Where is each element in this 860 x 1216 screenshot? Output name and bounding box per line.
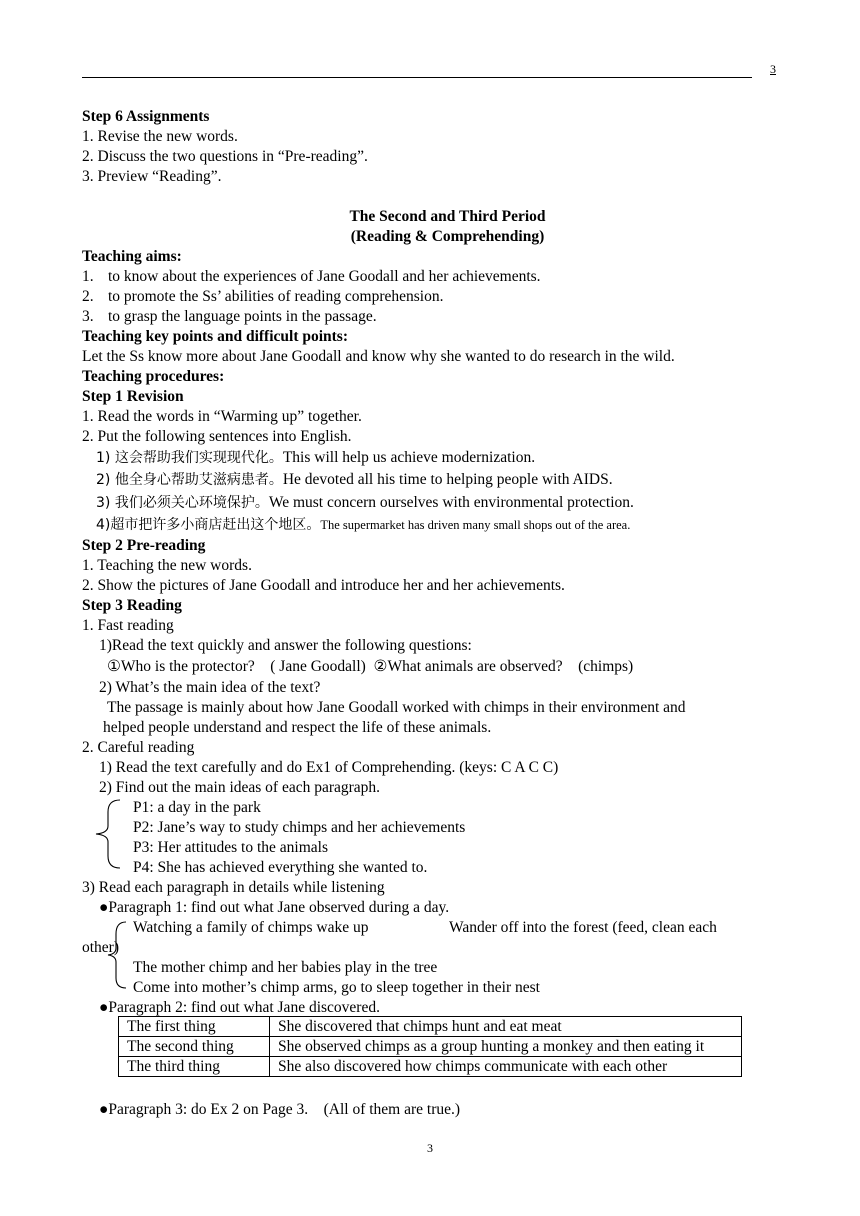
chimp-activity: Wander off into the forest (feed, clean each xyxy=(449,919,717,936)
chinese-sentence: 4)超市把许多小商店赶出这个地区。 xyxy=(96,517,321,533)
fast-reading-questions: ①Who is the protector? ( Jane Goodall) ②What animals are observed? (chimps) xyxy=(107,658,634,675)
aims-title: Teaching aims: xyxy=(82,248,182,265)
procedures-title: Teaching procedures: xyxy=(82,368,225,385)
table-cell: She discovered that chimps hunt and eat meat xyxy=(270,1017,742,1037)
chimp-activity: The mother chimp and her babies play in the tree xyxy=(133,959,438,976)
table-cell: The second thing xyxy=(119,1037,270,1057)
english-sentence: This will help us achieve modernization. xyxy=(282,449,536,466)
discoveries-table xyxy=(118,1016,742,1077)
main-idea-line: helped people understand and respect the life of these animals. xyxy=(103,719,492,736)
aim-number: 3. xyxy=(82,308,94,325)
step6-item: 3. Preview “Reading”. xyxy=(82,168,222,185)
table-row xyxy=(119,1057,742,1077)
aim-item xyxy=(82,267,541,287)
key-points-title: Teaching key points and difficult points: xyxy=(82,328,349,345)
translation-sentence xyxy=(96,470,613,490)
translation-sentence xyxy=(96,448,535,468)
paragraph-idea: P3: Her attitudes to the animals xyxy=(133,839,329,856)
careful-reading: 2. Careful reading xyxy=(82,739,195,756)
paragraph1-task: ●Paragraph 1: find out what Jane observed during a day. xyxy=(99,899,450,916)
aim-text: to grasp the language points in the passage. xyxy=(108,308,377,325)
aim-text: to promote the Ss’ abilities of reading comprehension. xyxy=(108,288,444,305)
table-row xyxy=(119,1017,742,1037)
english-sentence: The supermarket has driven many small shops out of the area. xyxy=(320,518,631,532)
chimp-activity: Come into mother’s chimp arms, go to sleep together in their nest xyxy=(133,979,540,996)
aim-number: 2. xyxy=(82,288,94,305)
fast-reading-task: 2) What’s the main idea of the text? xyxy=(99,679,321,696)
step2-item: 2. Show the pictures of Jane Goodall and introduce her and her achievements. xyxy=(82,577,565,594)
english-sentence: He devoted all his time to helping people with AIDS. xyxy=(282,471,613,488)
step3-title: Step 3 Reading xyxy=(82,597,182,614)
step1-item: 1. Read the words in “Warming up” together. xyxy=(82,408,362,425)
header-page-number: 3 xyxy=(770,62,776,76)
fast-reading: 1. Fast reading xyxy=(82,617,174,634)
translation-sentence xyxy=(96,515,630,535)
header-rule xyxy=(82,77,752,78)
table-cell: She observed chimps as a group hunting a monkey and then eating it xyxy=(270,1037,742,1057)
aim-item xyxy=(82,287,444,307)
table-cell: The first thing xyxy=(119,1017,270,1037)
careful-reading-task: 1) Read the text carefully and do Ex1 of Comprehending. (keys: C A C C) xyxy=(99,759,559,776)
paragraph-idea: P4: She has achieved everything she wanted to. xyxy=(133,859,428,876)
chinese-sentence: 1) 这会帮助我们实现现代化。 xyxy=(96,450,283,466)
step1-title: Step 1 Revision xyxy=(82,388,184,405)
step6-item: 2. Discuss the two questions in “Pre-reading”. xyxy=(82,148,368,165)
aim-item xyxy=(82,307,377,327)
table-cell: The third thing xyxy=(119,1057,270,1077)
table-cell: She also discovered how chimps communicate with each other xyxy=(270,1057,742,1077)
chimp-activity-continued: other) xyxy=(82,939,120,956)
paragraph-idea: P1: a day in the park xyxy=(133,799,261,816)
paragraph-brace xyxy=(90,796,124,872)
period-title: The Second and Third Period xyxy=(349,208,546,225)
period-subtitle: (Reading & Comprehending) xyxy=(350,228,545,245)
key-points-text: Let the Ss know more about Jane Goodall and know why she wanted to do research in the wild. xyxy=(82,348,675,365)
step6-item: 1. Revise the new words. xyxy=(82,128,238,145)
paragraph2-task: ●Paragraph 2: find out what Jane discovered. xyxy=(99,999,380,1016)
table-row xyxy=(119,1037,742,1057)
detail-reading: 3) Read each paragraph in details while listening xyxy=(82,879,385,896)
footer-page-number: 3 xyxy=(427,1141,433,1155)
step2-title: Step 2 Pre-reading xyxy=(82,537,206,554)
paragraph-idea: P2: Jane’s way to study chimps and her achievements xyxy=(133,819,466,836)
step1-item: 2. Put the following sentences into English. xyxy=(82,428,352,445)
translation-sentence xyxy=(96,493,634,513)
aim-text: to know about the experiences of Jane Goodall and her achievements. xyxy=(108,268,541,285)
careful-reading-task: 2) Find out the main ideas of each paragraph. xyxy=(99,779,381,796)
step2-item: 1. Teaching the new words. xyxy=(82,557,252,574)
paragraph3-task: ●Paragraph 3: do Ex 2 on Page 3. (All of them are true.) xyxy=(99,1101,461,1118)
main-idea-line: The passage is mainly about how Jane Goodall worked with chimps in their environment and xyxy=(107,699,686,716)
english-sentence: We must concern ourselves with environmental protection. xyxy=(268,494,634,511)
fast-reading-task: 1)Read the text quickly and answer the following questions: xyxy=(99,637,472,654)
aim-number: 1. xyxy=(82,268,94,285)
chinese-sentence: 3) 我们必须关心环境保护。 xyxy=(96,495,269,511)
step6-title: Step 6 Assignments xyxy=(82,108,210,125)
chimp-activity: Watching a family of chimps wake up xyxy=(133,919,369,936)
chinese-sentence: 2) 他全身心帮助艾滋病患者。 xyxy=(96,472,283,488)
